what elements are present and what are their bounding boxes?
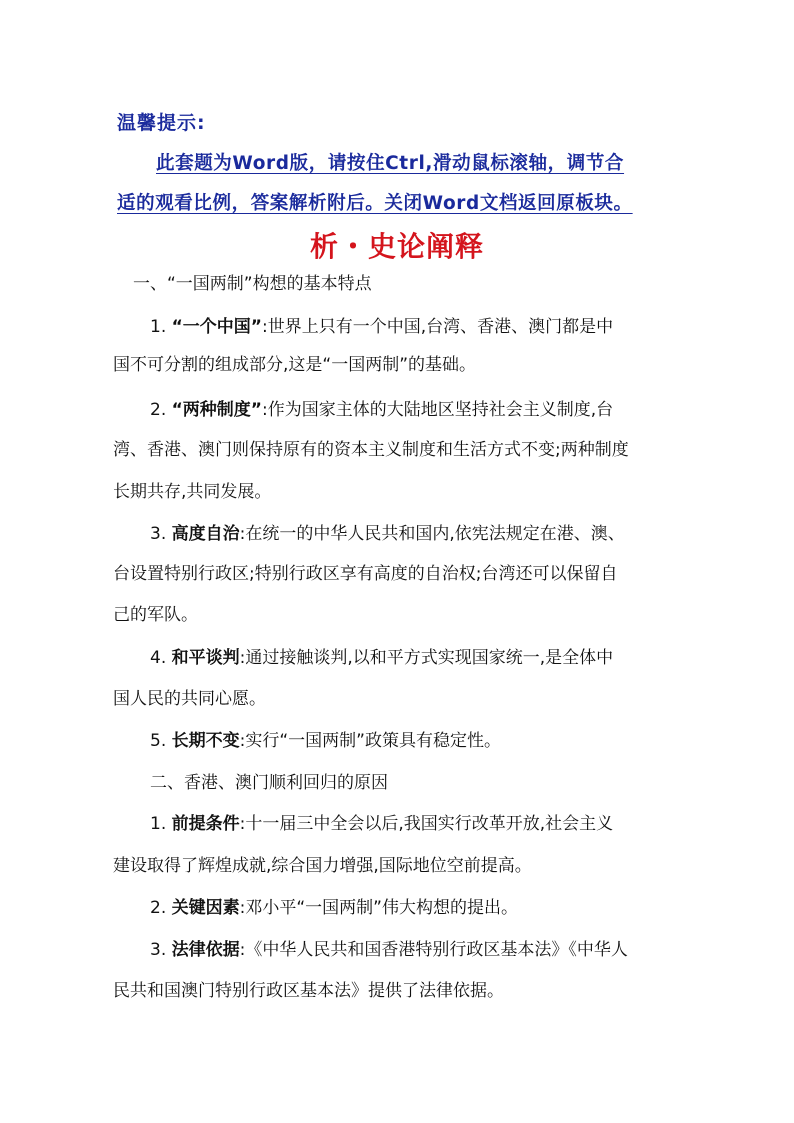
item-number: 1. — [150, 317, 172, 337]
item-number: 2. — [150, 400, 172, 420]
tip-title: 温馨提示: — [117, 112, 206, 134]
item-number: 4. — [150, 648, 172, 668]
item-key: 法律依据 — [171, 940, 240, 960]
item-key: 高度自治 — [171, 524, 240, 544]
item-number: 1. — [150, 814, 172, 834]
item-text: :在统一的中华人民共和国内,依宪法规定在港、澳、 — [239, 524, 625, 544]
part2-heading: 二、香港、澳门顺利回归的原因 — [150, 773, 388, 793]
part2-item3-cont: 民共和国澳门特别行政区基本法》提供了法律依据。 — [113, 981, 504, 1001]
part1-heading: 一、“一国两制”构想的基本特点 — [133, 274, 372, 294]
part1-item1-cont: 国不可分割的组成部分,这是“一国两制”的基础。 — [113, 355, 477, 375]
item-key: “一个中国” — [171, 317, 262, 337]
part1-item1 — [150, 317, 613, 337]
item-text: :世界上只有一个中国,台湾、香港、澳门都是中 — [261, 317, 614, 337]
part2-item1-cont: 建设取得了辉煌成就,综合国力增强,国际地位空前提高。 — [113, 856, 532, 876]
part2-item2 — [150, 898, 518, 918]
part2-item1 — [150, 814, 613, 834]
item-text: :作为国家主体的大陆地区坚持社会主义制度,台 — [261, 400, 614, 420]
item-number: 3. — [150, 940, 172, 960]
tip-line-1: 此套题为Word版，请按住Ctrl,滑动鼠标滚轴，调节合 — [156, 153, 625, 174]
item-key: 和平谈判 — [171, 648, 240, 668]
item-text: :邓小平“一国两制”伟大构想的提出。 — [239, 898, 518, 918]
item-text: :《中华人民共和国香港特别行政区基本法》《中华人 — [239, 940, 628, 960]
item-key: “两种制度” — [171, 400, 262, 420]
item-number: 5. — [150, 731, 172, 751]
item-key: 长期不变 — [171, 731, 240, 751]
tip-line-2: 适的观看比例，答案解析附后。关闭Word文档返回原板块。 — [117, 193, 633, 214]
part1-item3-cont2: 己的军队。 — [113, 605, 198, 625]
part1-item3-cont: 台设置特别行政区;特别行政区享有高度的自治权;台湾还可以保留自 — [113, 564, 618, 584]
item-text: :实行“一国两制”政策具有稳定性。 — [239, 731, 501, 751]
part1-item2-cont: 湾、香港、澳门则保持原有的资本主义制度和生活方式不变;两种制度 — [113, 440, 629, 460]
item-key: 关键因素 — [171, 898, 240, 918]
item-text: :通过接触谈判,以和平方式实现国家统一,是全体中 — [239, 648, 614, 668]
item-text: :十一届三中全会以后,我国实行改革开放,社会主义 — [239, 814, 614, 834]
item-number: 2. — [150, 898, 172, 918]
part1-item3 — [150, 524, 625, 544]
part2-item3 — [150, 940, 628, 960]
part1-item4-cont: 国人民的共同心愿。 — [113, 689, 266, 709]
part1-item5 — [150, 731, 501, 751]
section-title: 析・史论阐释 — [309, 230, 484, 263]
part1-item4 — [150, 648, 613, 668]
part1-item2-cont2: 长期共存,共同发展。 — [113, 482, 272, 502]
item-key: 前提条件 — [171, 814, 240, 834]
part1-item2 — [150, 400, 613, 420]
item-number: 3. — [150, 524, 172, 544]
